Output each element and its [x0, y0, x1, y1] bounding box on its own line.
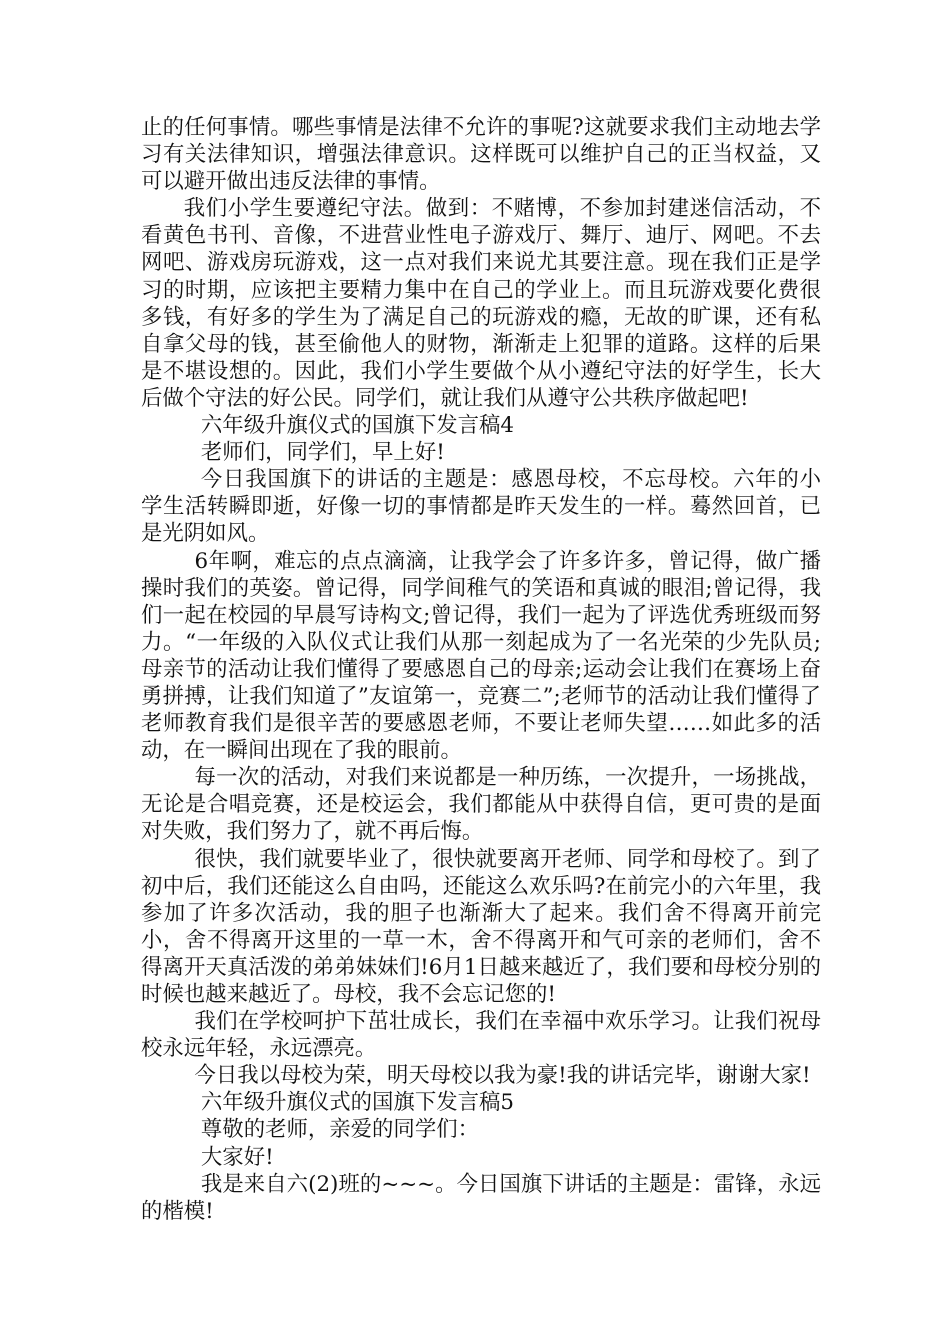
paragraph-theme-5: 我是来自六(2)班的~~~。今日国旗下讲话的主题是：雷锋，永远的楷模! [141, 1171, 821, 1224]
speech-title-4: 六年级升旗仪式的国旗下发言稿4 [200, 413, 514, 439]
paragraph-obey-law: 我们小学生要遵纪守法。做到：不赌博，不参加封建迷信活动，不看黄色书刊、音像，不进营业性电子游戏厅、舞厅、迪厅、网吧。不去网吧、游戏房玩游戏，这一点对我们来说尤其要注意。现在我们正是学习的时期，应该把主要精力集中在自己的学业上。而且玩游戏要化费很多钱，有好多的学生为了满足自己的玩游戏的瘾，无故的旷课，还有私自拿父母的钱，甚至偷他人的财物，渐渐走上犯罪的道路。这样的后果是不堪设想的。因此，我们小学生要做个从小遵纪守法的好学生，长大后做个守法的好公民。同学们，就让我们从遵守公共秩序做起吧! [141, 196, 821, 411]
paragraph-law-knowledge: 止的任何事情。哪些事情是法律不允许的事呢?这就要求我们主动地去学习有关法律知识，增强法律意识。这样既可以维护自己的正当权益，又可以避开做出违反法律的事情。 [141, 115, 821, 195]
paragraph-six-years: 6年啊，难忘的点点滴滴，让我学会了许多许多，曾记得，做广播操时我们的英姿。曾记得，同学间稚气的笑语和真诚的眼泪;曾记得，我们一起在校园的早晨写诗构文;曾记得，我们一起为了评选优秀班级而努力。“一年级的入队仪式让我们从那一刻起成为了一名光荣的少先队员;母亲节的活动让我们懂得了要感恩自己的母亲;运动会让我们在赛场上奋勇拼搏，让我们知道了”友谊第一，竞赛二”;老师节的活动让我们懂得了老师教育我们是很辛苦的要感恩老师，不要让老师失望……如此多的活动，在一瞬间出现在了我的眼前。 [141, 548, 821, 764]
paragraph-activities: 每一次的活动，对我们来说都是一种历练，一次提升，一场挑战，无论是合唱竞赛，还是校运会，我们都能从中获得自信，更可贵的是面对失败，我们努力了，就不再后悔。 [141, 765, 821, 845]
greeting-4: 老师们，同学们，早上好! [200, 440, 445, 466]
paragraph-graduation: 很快，我们就要毕业了，很快就要离开老师、同学和母校了。到了初中后，我们还能这么自由吗，还能这么欢乐吗?在前完小的六年里，我参加了许多次活动，我的胆子也渐渐大了起来。我们舍不得离开前完小，舍不得离开这里的一草一木，舍不得离开和气可亲的老师们，舍不得离开天真活泼的弟弟妹妹们!6月1日越来越近了，我们要和母校分别的时候也越来越近了。母校，我不会忘记您的! [141, 846, 821, 1007]
paragraph-blessing: 我们在学校呵护下茁壮成长，我们在幸福中欢乐学习。让我们祝母校永远年轻，永远漂亮。 [141, 1009, 821, 1062]
document-body [141, 114, 821, 1225]
paragraph-closing: 今日我以母校为荣，明天母校以我为豪!我的讲话完毕，谢谢大家! [194, 1063, 811, 1089]
speech-title-5: 六年级升旗仪式的国旗下发言稿5 [200, 1090, 514, 1116]
paragraph-theme-4: 今日我国旗下的讲话的主题是：感恩母校，不忘母校。六年的小学生活转瞬即逝，好像一切的事情都是昨天发生的一样。蓦然回首，已是光阴如风。 [141, 467, 821, 547]
salutation-5: 尊敬的老师，亲爱的同学们： [200, 1117, 479, 1143]
greeting-5: 大家好! [200, 1144, 274, 1170]
